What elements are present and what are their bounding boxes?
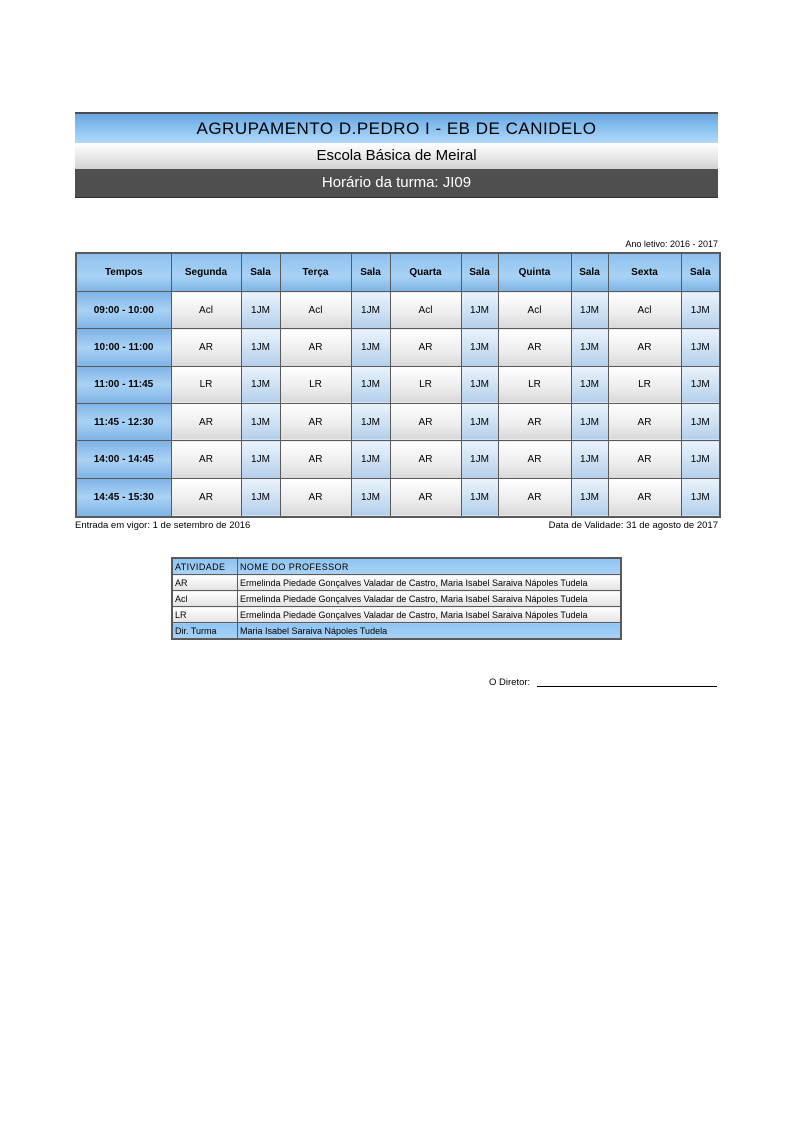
room-cell: 1JM <box>571 292 608 329</box>
activity-cell: AR <box>171 478 241 517</box>
activity-cell: AR <box>280 441 351 478</box>
room-cell: 1JM <box>681 366 720 403</box>
activity-cell: AR <box>390 441 461 478</box>
professor-row <box>172 607 621 623</box>
room-cell: 1JM <box>571 403 608 440</box>
professor-cell: Ermelinda Piedade Gonçalves Valadar de Castro, Maria Isabel Saraiva Nápoles Tudela <box>238 575 622 591</box>
activity-cell: Acl <box>171 292 241 329</box>
room-cell: 1JM <box>241 366 280 403</box>
activity-cell: AR <box>390 478 461 517</box>
room-cell: 1JM <box>351 366 390 403</box>
schedule-row <box>76 366 720 403</box>
activity-cell: AR <box>171 441 241 478</box>
time-slot: 10:00 - 11:00 <box>76 329 171 366</box>
room-cell: 1JM <box>351 441 390 478</box>
room-cell: 1JM <box>461 292 498 329</box>
professor-cell: Ermelinda Piedade Gonçalves Valadar de Castro, Maria Isabel Saraiva Nápoles Tudela <box>238 607 622 623</box>
header-quarta: Quarta <box>390 253 461 292</box>
activity-cell: AR <box>498 403 571 440</box>
activity-cell: AR <box>280 329 351 366</box>
activity-cell: LR <box>498 366 571 403</box>
effective-date: Entrada em vigor: 1 de setembro de 2016 <box>75 520 251 531</box>
room-cell: 1JM <box>241 441 280 478</box>
room-cell: 1JM <box>681 329 720 366</box>
room-cell: 1JM <box>461 403 498 440</box>
schedule-row <box>76 329 720 366</box>
room-cell: 1JM <box>351 403 390 440</box>
room-cell: 1JM <box>241 478 280 517</box>
room-cell: 1JM <box>461 329 498 366</box>
professor-row <box>172 591 621 607</box>
activity-cell: AR <box>171 403 241 440</box>
activity-cell: AR <box>390 329 461 366</box>
professors-header-row <box>172 558 621 575</box>
activity-cell: AR <box>498 478 571 517</box>
activity-cell: LR <box>390 366 461 403</box>
activity-cell: AR <box>498 441 571 478</box>
room-cell: 1JM <box>241 292 280 329</box>
professor-cell: Ermelinda Piedade Gonçalves Valadar de Castro, Maria Isabel Saraiva Nápoles Tudela <box>238 591 622 607</box>
school-name: Escola Básica de Meiral <box>75 143 718 169</box>
activity-cell: AR <box>171 329 241 366</box>
activity-cell: AR <box>608 329 681 366</box>
header-sala: Sala <box>351 253 390 292</box>
header-sala: Sala <box>241 253 280 292</box>
time-slot: 11:00 - 11:45 <box>76 366 171 403</box>
validity-date: Data de Validade: 31 de agosto de 2017 <box>548 520 718 531</box>
activity-cell: AR <box>280 478 351 517</box>
activity-cell: LR <box>280 366 351 403</box>
class-label: Horário da turma: JI09 <box>75 169 718 198</box>
room-cell: 1JM <box>571 478 608 517</box>
document-header <box>75 112 718 198</box>
activity-cell: LR <box>608 366 681 403</box>
header-segunda: Segunda <box>171 253 241 292</box>
room-cell: 1JM <box>241 329 280 366</box>
room-cell: 1JM <box>351 292 390 329</box>
room-cell: 1JM <box>681 292 720 329</box>
schedule-row <box>76 441 720 478</box>
room-cell: 1JM <box>681 441 720 478</box>
time-slot: 14:45 - 15:30 <box>76 478 171 517</box>
room-cell: 1JM <box>351 329 390 366</box>
activity-cell: AR <box>608 478 681 517</box>
header-sala: Sala <box>681 253 720 292</box>
room-cell: 1JM <box>461 441 498 478</box>
room-cell: 1JM <box>681 478 720 517</box>
room-cell: 1JM <box>461 366 498 403</box>
schedule-row <box>76 403 720 440</box>
room-cell: 1JM <box>241 403 280 440</box>
activity-cell: AR <box>608 403 681 440</box>
activity-cell: Dir. Turma <box>172 623 238 640</box>
schedule-row <box>76 292 720 329</box>
room-cell: 1JM <box>681 403 720 440</box>
school-group-title: AGRUPAMENTO D.PEDRO I - EB DE CANIDELO <box>75 112 718 143</box>
professor-cell: Maria Isabel Saraiva Nápoles Tudela <box>238 623 622 640</box>
activity-cell: LR <box>172 607 238 623</box>
room-cell: 1JM <box>461 478 498 517</box>
activity-cell: AR <box>498 329 571 366</box>
activity-cell: Acl <box>390 292 461 329</box>
activity-cell: LR <box>171 366 241 403</box>
signature-line <box>537 686 717 687</box>
director-label: O Diretor: <box>489 677 531 688</box>
professor-row <box>172 575 621 591</box>
header-sala: Sala <box>461 253 498 292</box>
activity-cell: AR <box>172 575 238 591</box>
professors-table <box>171 557 622 640</box>
schedule-table <box>75 252 721 518</box>
time-slot: 14:00 - 14:45 <box>76 441 171 478</box>
activity-cell: Acl <box>172 591 238 607</box>
class-director-row <box>172 623 621 640</box>
header-terca: Terça <box>280 253 351 292</box>
activity-cell: Acl <box>608 292 681 329</box>
activity-cell: Acl <box>498 292 571 329</box>
room-cell: 1JM <box>571 441 608 478</box>
time-slot: 11:45 - 12:30 <box>76 403 171 440</box>
header-quinta: Quinta <box>498 253 571 292</box>
header-sexta: Sexta <box>608 253 681 292</box>
time-slot: 09:00 - 10:00 <box>76 292 171 329</box>
room-cell: 1JM <box>571 329 608 366</box>
header-atividade: ATIVIDADE <box>172 558 238 575</box>
school-year: Ano letivo: 2016 - 2017 <box>625 239 718 249</box>
activity-cell: AR <box>608 441 681 478</box>
activity-cell: AR <box>390 403 461 440</box>
activity-cell: Acl <box>280 292 351 329</box>
room-cell: 1JM <box>571 366 608 403</box>
schedule-header-row <box>76 253 720 292</box>
header-sala: Sala <box>571 253 608 292</box>
header-professor: NOME DO PROFESSOR <box>238 558 622 575</box>
schedule-row <box>76 478 720 517</box>
header-tempos: Tempos <box>76 253 171 292</box>
activity-cell: AR <box>280 403 351 440</box>
room-cell: 1JM <box>351 478 390 517</box>
